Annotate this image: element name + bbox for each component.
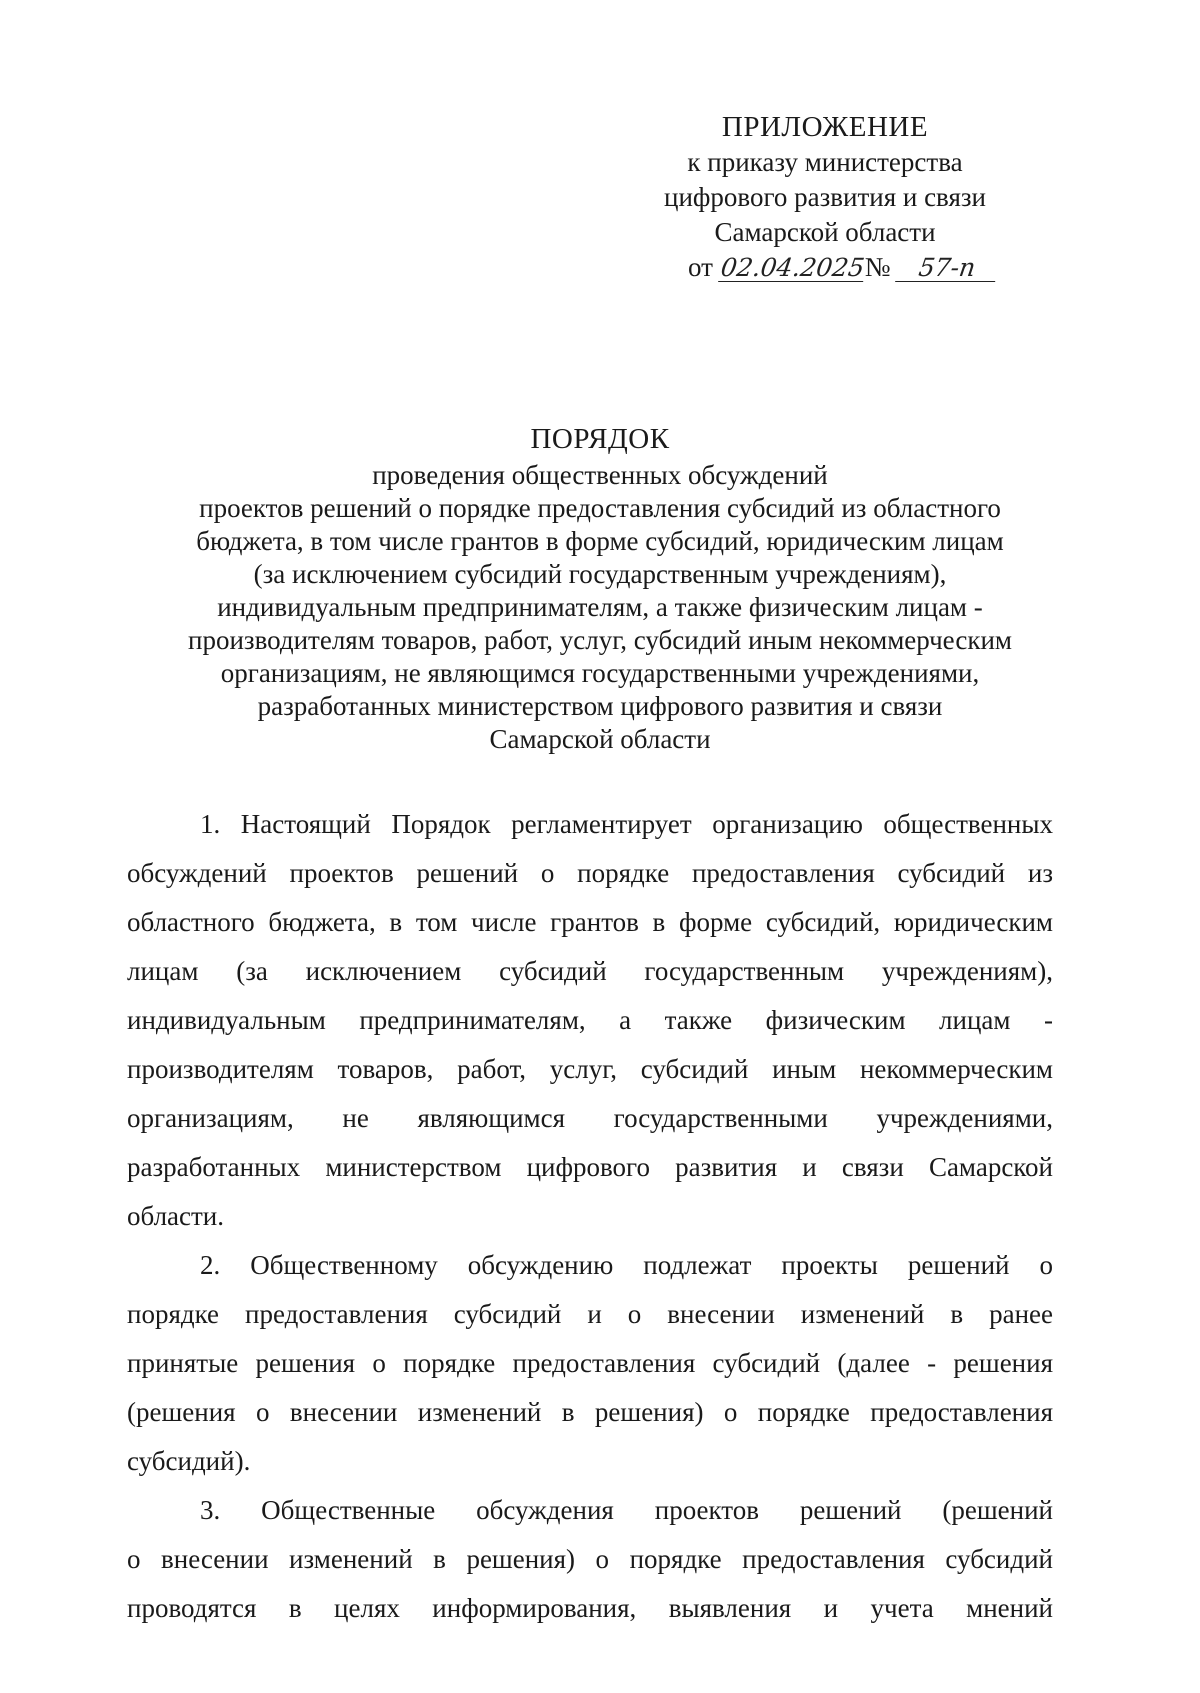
document-title <box>120 423 1080 756</box>
paragraph-line: областного бюджета, в том числе грантов в форме субсидий, юридическим <box>127 907 1053 937</box>
title-line: проектов решений о порядке предоставления субсидий из областного <box>199 493 1001 523</box>
paragraph-line: индивидуальным предпринимателям, а также физическим лицам - <box>127 1005 1053 1035</box>
title-line: индивидуальным предпринимателям, а также физическим лицам - <box>217 592 983 622</box>
paragraph-line: обсуждений проектов решений о порядке предоставления субсидий из <box>127 858 1053 888</box>
paragraph-line: о внесении изменений в решения) о порядке предоставления субсидий <box>127 1544 1053 1574</box>
handwritten-date: 02.04.2025 <box>718 253 866 282</box>
title-line: проведения общественных обсуждений <box>372 460 828 490</box>
number-sign: № <box>864 252 891 282</box>
appendix-line: Самарской области <box>714 217 936 247</box>
appendix-line: цифрового развития и связи <box>664 182 986 212</box>
date-prefix: от <box>688 252 713 282</box>
paragraph-line: субсидий). <box>127 1446 251 1476</box>
appendix-line: к приказу министерства <box>687 147 963 177</box>
title-line: Самарской области <box>489 724 711 754</box>
handwritten-number: 57-п <box>895 255 999 282</box>
document-body <box>127 800 1053 1633</box>
paragraph-line: проводятся в целях информирования, выявления и учета мнений <box>127 1593 1053 1623</box>
title-heading: ПОРЯДОК <box>530 423 670 455</box>
paragraph-2 <box>127 1241 1053 1486</box>
paragraph-line: организациям, не являющимся государственными учреждениями, <box>127 1103 1053 1133</box>
appendix-date-line <box>600 250 1050 285</box>
appendix-title: ПРИЛОЖЕНИЕ <box>721 111 929 143</box>
paragraph-line: 2. Общественному обсуждению подлежат проекты решений о <box>200 1250 1053 1280</box>
paragraph-line: порядке предоставления субсидий и о внесении изменений в ранее <box>127 1299 1053 1329</box>
paragraph-line: разработанных министерством цифрового развития и связи Самарской <box>127 1152 1053 1182</box>
title-line: бюджета, в том числе грантов в форме субсидий, юридическим лицам <box>196 526 1004 556</box>
title-line: (за исключением субсидий государственным учреждениям), <box>253 559 947 589</box>
title-line: производителям товаров, работ, услуг, субсидий иным некоммерческим <box>188 625 1012 655</box>
paragraph-line: лицам (за исключением субсидий государственным учреждениям), <box>127 956 1053 986</box>
title-line: организациям, не являющимся государственными учреждениями, <box>220 658 980 688</box>
paragraph-3 <box>127 1486 1053 1633</box>
paragraph-line: (решения о внесении изменений в решения) о порядке предоставления <box>127 1397 1053 1427</box>
paragraph-line: области. <box>127 1201 225 1231</box>
paragraph-line: производителям товаров, работ, услуг, субсидий иным некоммерческим <box>127 1054 1053 1084</box>
paragraph-line: 3. Общественные обсуждения проектов решений (решений <box>200 1495 1053 1525</box>
title-line: разработанных министерством цифрового развития и связи <box>257 691 943 721</box>
paragraph-1 <box>127 800 1053 1241</box>
appendix-header <box>600 110 1050 285</box>
paragraph-line: 1. Настоящий Порядок регламентирует организацию общественных <box>200 809 1053 839</box>
paragraph-line: принятые решения о порядке предоставления субсидий (далее - решения <box>127 1348 1053 1378</box>
